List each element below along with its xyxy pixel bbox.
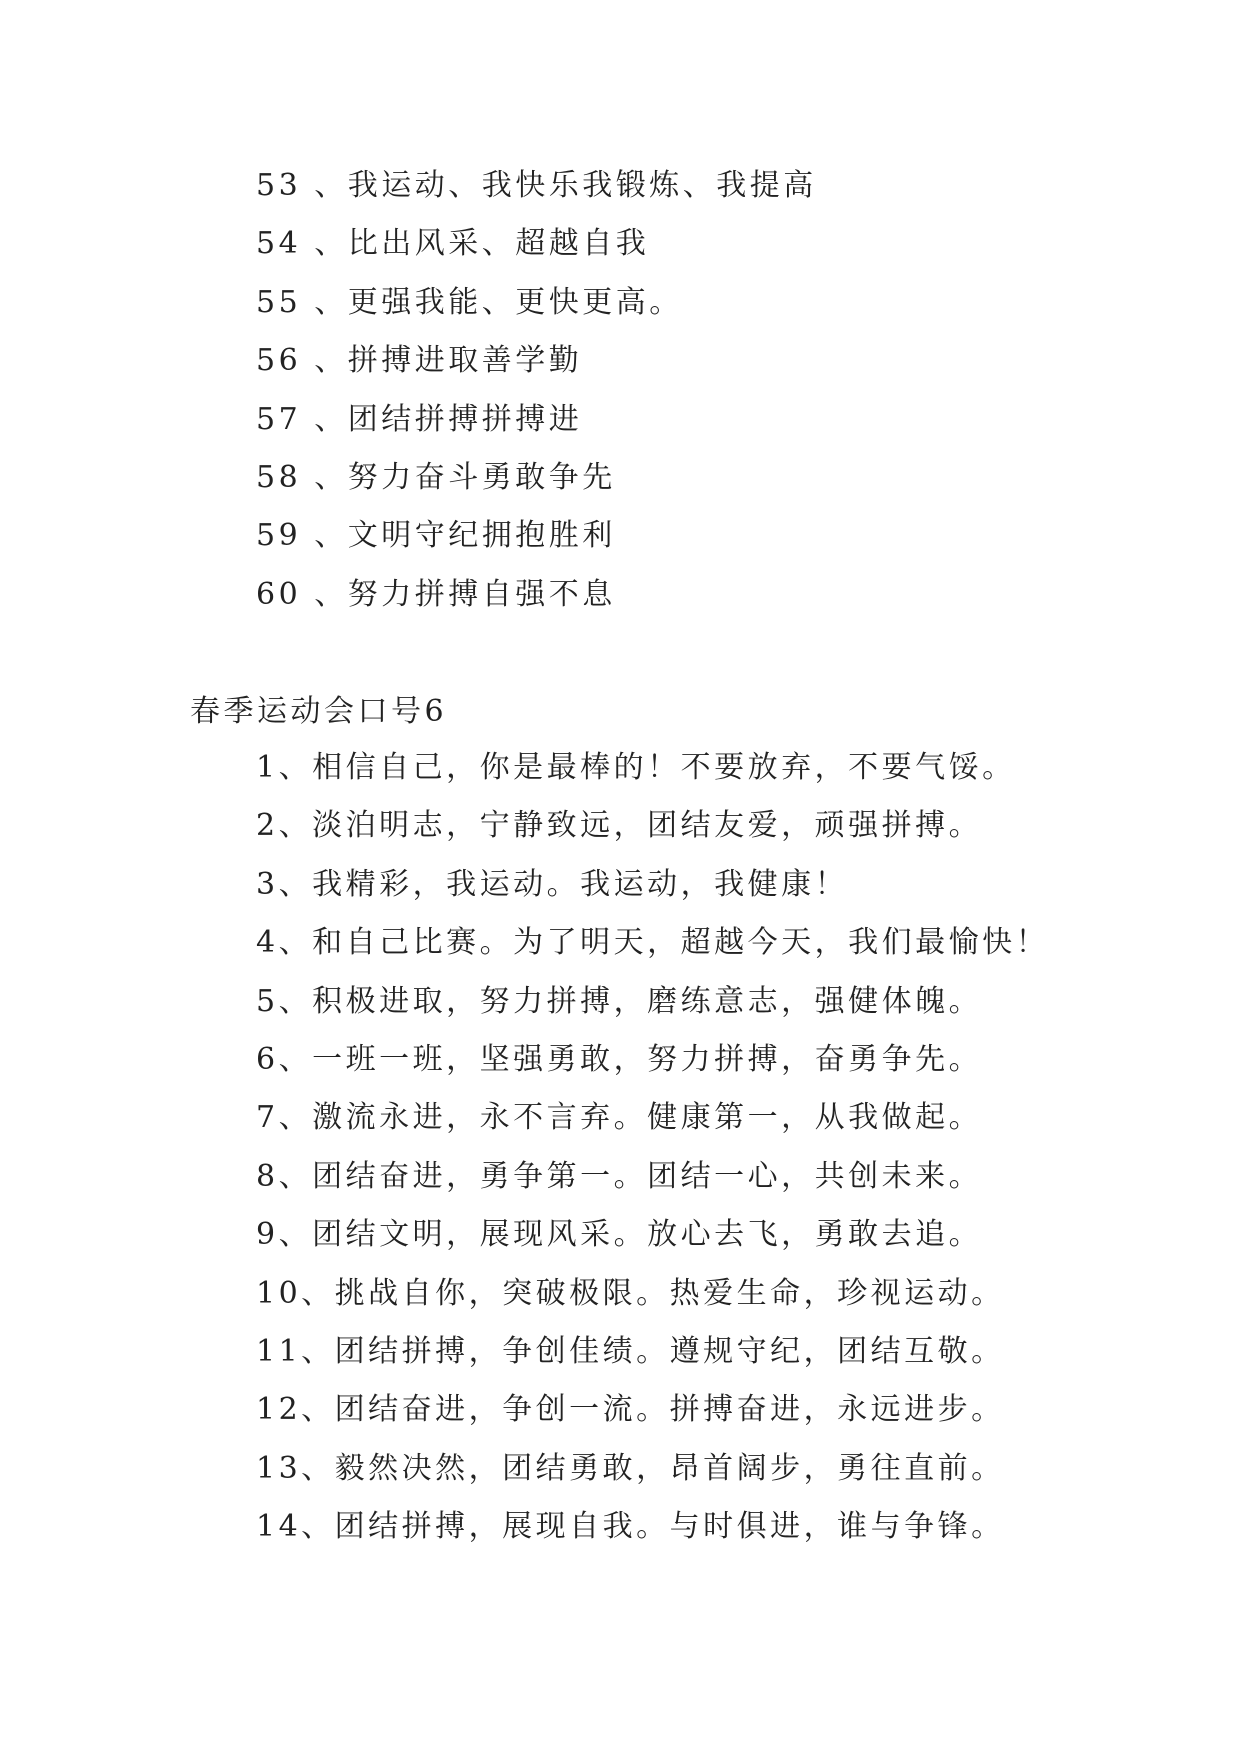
list-item: 11、团结拼搏，争创佳绩。遵规守纪，团结互敬。: [256, 1333, 1005, 1369]
list-item: 9、团结文明，展现风采。放心去飞，勇敢去追。: [256, 1217, 983, 1253]
list-item: 53 、我运动、我快乐我锻炼、我提高: [256, 168, 817, 203]
list-item: 5、积极进取，努力拼搏，磨练意志，强健体魄。: [256, 983, 983, 1019]
list-item: 57 、团结拼搏拼搏进: [256, 401, 583, 437]
list-item: 55 、更强我能、更快更高。: [256, 284, 683, 320]
section-heading: 春季运动会口号6: [190, 694, 448, 729]
list-item: 8、团结奋进，勇争第一。团结一心，共创未来。: [256, 1158, 983, 1194]
list-item: 7、激流永进，永不言弃。健康第一，从我做起。: [256, 1100, 983, 1136]
list-item: 56 、拼搏进取善学勤: [256, 343, 583, 379]
list-item: 59 、文明守纪拥抱胜利: [256, 518, 616, 554]
list-item: 60 、努力拼搏自强不息: [256, 576, 616, 612]
list-item: 54 、比出风采、超越自我: [256, 226, 650, 262]
list-item: 6、一班一班，坚强勇敢，努力拼搏，奋勇争先。: [256, 1041, 983, 1077]
list-item: 3、我精彩，我运动。我运动，我健康！: [256, 866, 849, 902]
slogan-list-continued: [256, 157, 817, 624]
list-item: 2、淡泊明志，宁静致远，团结友爱，顽强拼搏。: [256, 808, 983, 844]
list-item: 1、相信自己，你是最棒的！不要放弃，不要气馁。: [256, 750, 1016, 785]
list-item: 4、和自己比赛。为了明天，超越今天，我们最愉快！: [256, 925, 1050, 961]
list-item: 14、团结拼搏，展现自我。与时俱进，谁与争锋。: [256, 1509, 1005, 1545]
list-item: 10、挑战自你，突破极限。热爱生命，珍视运动。: [256, 1275, 1005, 1311]
list-item: 13、毅然决然，团结勇敢，昂首阔步，勇往直前。: [256, 1450, 1005, 1486]
list-item: 58 、努力奋斗勇敢争先: [256, 459, 616, 495]
slogan-list: [256, 739, 1049, 1556]
list-item: 12、团结奋进，争创一流。拼搏奋进，永远进步。: [256, 1392, 1005, 1428]
